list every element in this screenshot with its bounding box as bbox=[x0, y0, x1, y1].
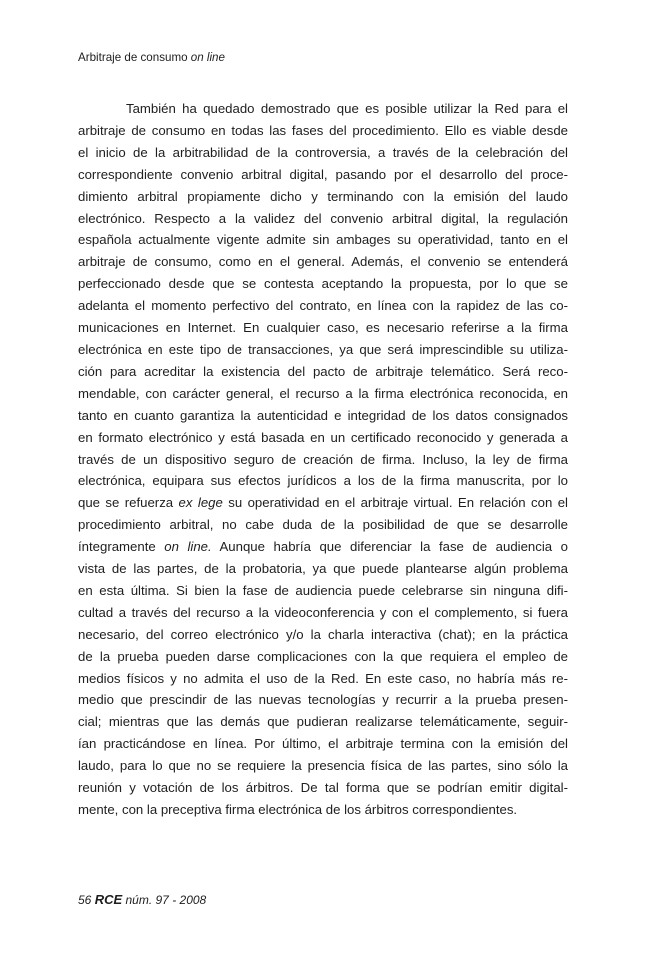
journal-issue: núm. 97 - 2008 bbox=[125, 893, 207, 907]
text-line: vista de las partes, de la probatoria, ya que puede plantearse algún problema bbox=[78, 561, 568, 577]
text-line: medios físicos y no admita el uso de la Red. En este caso, no habría más re- bbox=[78, 670, 568, 686]
italic-on-line: on line. bbox=[164, 539, 212, 555]
italic-ex-lege: ex lege bbox=[178, 495, 223, 511]
text-segment: íntegramente bbox=[78, 539, 165, 555]
page-footer bbox=[78, 893, 206, 907]
text-line: tanto en cuanto garantiza la autenticidad e integridad de los datos consignados bbox=[78, 407, 568, 423]
text-line: arbitraje de consumo, como en el general. Además, el convenio se entenderá bbox=[78, 254, 568, 270]
text-line: dimiento arbitral propiamente dicho y terminando con la emisión del laudo bbox=[78, 188, 568, 204]
text-line: electrónica en este tipo de transacciones, ya que será imprescindible su utiliza- bbox=[78, 341, 568, 357]
text-segment: su operatividad en el arbitraje virtual. En relación con el bbox=[222, 495, 568, 511]
text-line: cial; mientras que las demás que pudieran realizarse telemáticamente, seguir- bbox=[78, 714, 568, 730]
text-line-ex-lege bbox=[78, 492, 568, 514]
text-line: de la prueba pueden darse complicaciones con la que requiera el empleo de bbox=[78, 648, 568, 664]
text-line: el inicio de la arbitrabilidad de la controversia, a través de la celebración del bbox=[78, 144, 568, 160]
text-line: ían practicándose en línea. Por último, el arbitraje termina con la emisión del bbox=[78, 736, 568, 752]
text-line-on-line bbox=[78, 536, 568, 558]
text-line: en esta última. Si bien la fase de audiencia puede celebrarse sin ninguna difi- bbox=[78, 582, 568, 598]
journal-name: RCE bbox=[94, 892, 123, 907]
running-head-text: Arbitraje de consumo bbox=[78, 51, 191, 64]
text-line: También ha quedado demostrado que es posible utilizar la Red para el bbox=[126, 101, 568, 116]
text-segment: Aunque habría que diferenciar la fase de audiencia o bbox=[211, 539, 568, 555]
text-line: correspondiente convenio arbitral digital, pasando por el desarrollo del proce- bbox=[78, 166, 568, 182]
text-line: arbitraje de consumo en todas las fases del procedimiento. Ello es viable desde bbox=[78, 122, 568, 138]
text-line: medio que prescindir de las nuevas tecnologías y recurrir a la prueba presen- bbox=[78, 692, 568, 708]
text-line: adelanta el momento perfectivo del contrato, en línea con la rapidez de las co- bbox=[78, 298, 568, 314]
text-line: electrónico. Respecto a la validez del convenio arbitral digital, la regulación bbox=[78, 210, 568, 226]
text-line: en formato electrónico y está basada en un certificado reconocido y generada a bbox=[78, 429, 568, 445]
text-line: ción para acreditar la existencia del pacto de arbitraje telemático. Será reco- bbox=[78, 363, 568, 379]
text-line: perfeccionado desde que se contesta aceptando la propuesta, por lo que se bbox=[78, 276, 568, 292]
text-line: laudo, para lo que no se requiere la presencia física de las partes, sino sólo la bbox=[78, 758, 568, 774]
text-line: través de un dispositivo seguro de creación de firma. Incluso, la ley de firma bbox=[78, 451, 568, 467]
running-head bbox=[78, 51, 225, 65]
text-line: necesario, del correo electrónico y/o la charla interactiva (chat); en la práctica bbox=[78, 626, 568, 642]
text-line: mendable, con carácter general, el recurso a la firma electrónica reconocida, en bbox=[78, 385, 568, 401]
text-line: procedimiento arbitral, no cabe duda de la posibilidad de que se desarrolle bbox=[78, 517, 568, 533]
text-line: reunión y votación de los árbitros. De tal forma que se podrían emitir digital- bbox=[78, 780, 568, 796]
body-paragraph bbox=[78, 98, 568, 821]
text-line-last: mente, con la preceptiva firma electrónica de los árbitros correspondientes. bbox=[78, 802, 518, 817]
page-number: 56 bbox=[78, 893, 92, 907]
text-line: municaciones en Internet. En cualquier caso, es necesario referirse a la firma bbox=[78, 320, 568, 336]
text-segment: que se refuerza bbox=[78, 495, 179, 511]
text-line: española actualmente vigente admite sin ambages su operatividad, tanto en el bbox=[78, 232, 568, 248]
text-line: cultad a través del recurso a la videoconferencia y con el complemento, si fuera bbox=[78, 604, 568, 620]
running-head-italic: on line bbox=[190, 51, 225, 64]
text-line: electrónica, equipara sus efectos jurídicos a los de la firma manuscrita, por lo bbox=[78, 473, 568, 489]
